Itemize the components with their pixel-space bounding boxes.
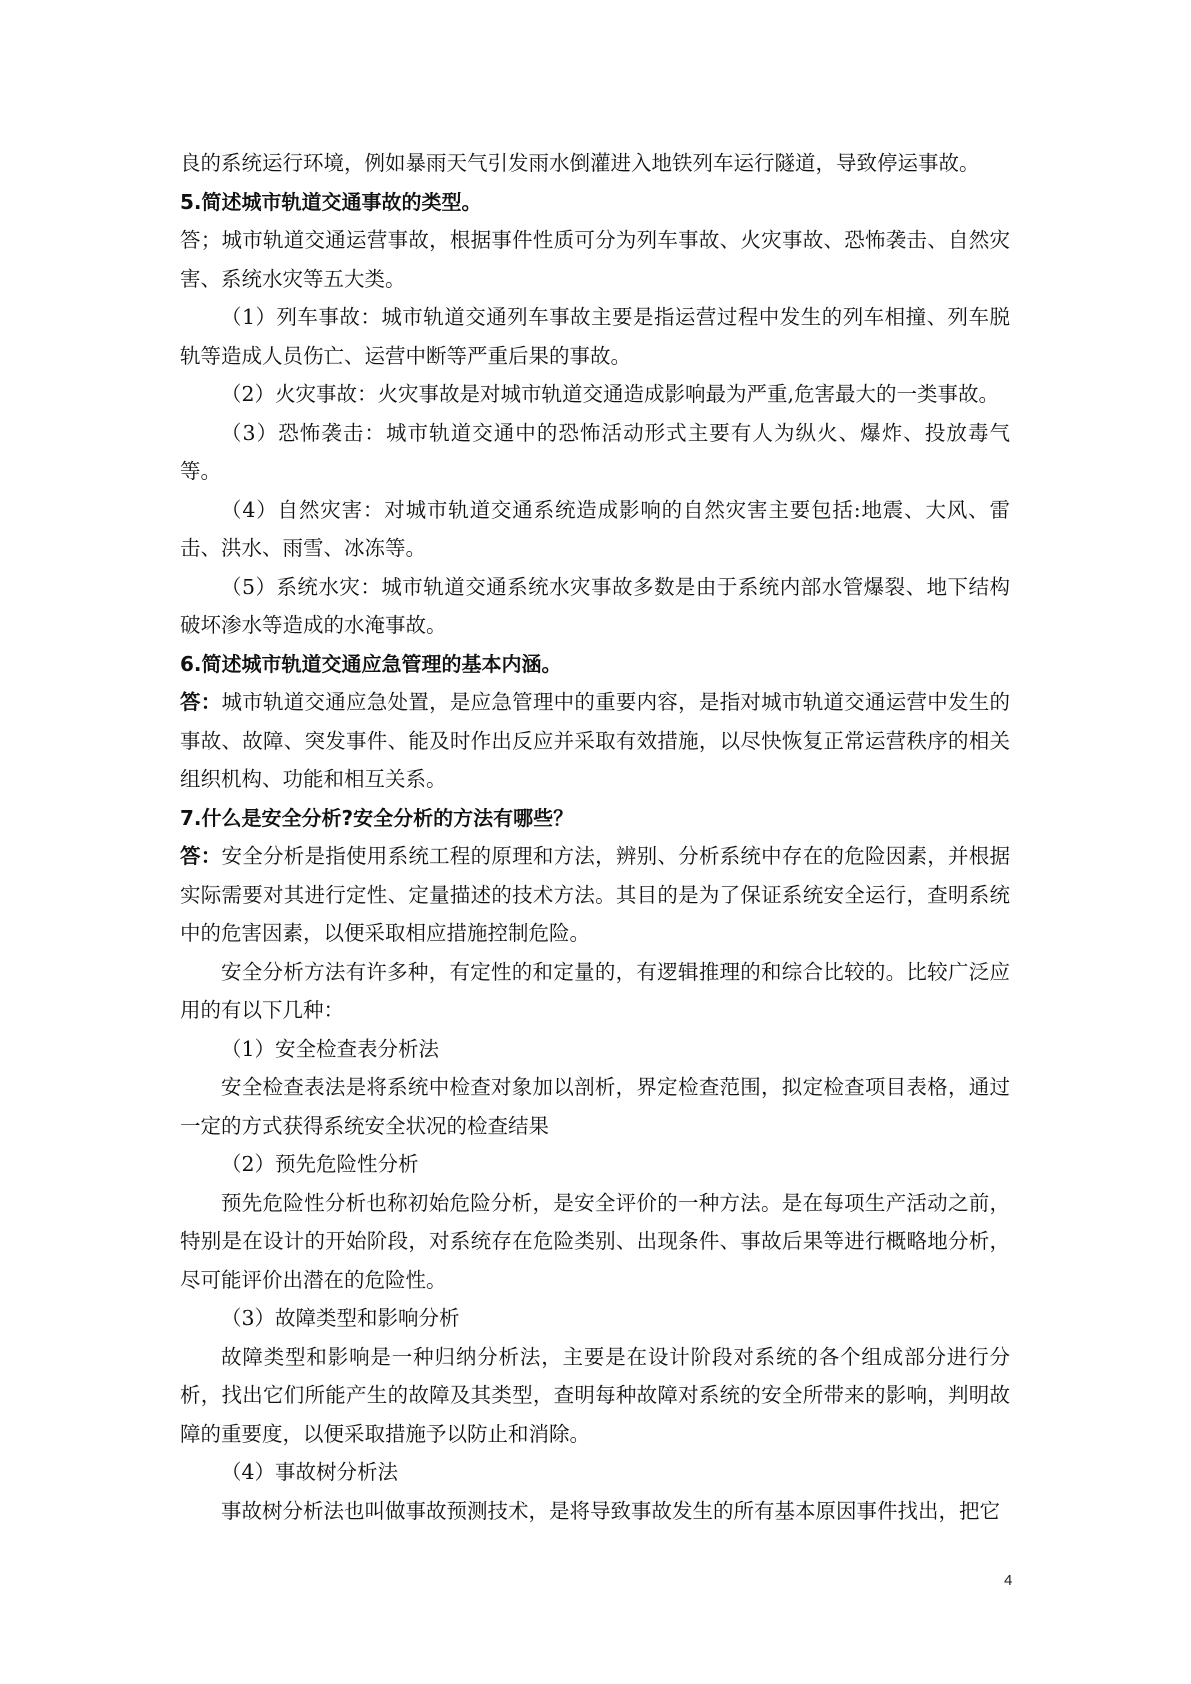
accident-type-fire: （2）火灾事故：火灾事故是对城市轨道交通造成影响最为严重,危害最大的一类事故。	[221, 382, 1000, 406]
accident-type-terror: （3）恐怖袭击：城市轨道交通中的恐怖活动形式主要有人为纵火、爆炸、投放毒气等。	[180, 420, 1010, 483]
page-number: 4	[1004, 1572, 1013, 1589]
answer-text: 城市轨道交通运营事故，根据事件性质可分为列车事故、火灾事故、恐怖袭击、自然灾害、系统水灾等五大类。	[180, 228, 1011, 291]
answer-text: 城市轨道交通应急处置，是应急管理中的重要内容，是指对城市轨道交通运营中发生的事故、故障、突发事件、能及时作出反应并采取有效措施，以尽快恢复正常运营秩序的相关组织机构、功能和相互关系。	[180, 690, 1011, 791]
answer-label: 答：	[180, 844, 222, 868]
method-1-body: 安全检查表法是将系统中检查对象加以剖析，界定检查范围，拟定检查项目表格，通过一定的方式获得系统安全状况的检查结果	[180, 1075, 1010, 1138]
page-body	[180, 144, 1010, 1530]
method-3-title: （3）故障类型和影响分析	[221, 1306, 460, 1330]
question-7-heading: 7.什么是安全分析?安全分析的方法有哪些？	[180, 805, 574, 830]
accident-type-flood: （5）系统水灾：城市轨道交通系统水灾事故多数是由于系统内部水管爆裂、地下结构破坏渗水等造成的水淹事故。	[180, 574, 1010, 637]
method-2-title: （2）预先危险性分析	[221, 1152, 419, 1176]
question-7-answer	[180, 837, 1010, 953]
method-4-title: （4）事故树分析法	[221, 1460, 399, 1484]
method-1-title: （1）安全检查表分析法	[221, 1036, 440, 1061]
method-3-body: 故障类型和影响是一种归纳分析法，主要是在设计阶段对系统的各个组成部分进行分析，找出它们所能产生的故障及其类型，查明每种故障对系统的安全所带来的影响，判明故障的重要度，以便采取措施予以防止和消除。	[180, 1344, 1010, 1446]
method-2-body: 预先危险性分析也称初始危险分析，是安全评价的一种方法。是在每项生产活动之前，特别是在设计的开始阶段，对系统存在危险类别、出现条件、事故后果等进行概略地分析，尽可能评价出潜在的危险性。	[180, 1190, 1010, 1292]
methods-intro: 安全分析方法有许多种，有定性的和定量的，有逻辑推理的和综合比较的。比较广泛应用的有以下几种：	[180, 959, 1010, 1022]
method-4-body: 事故树分析法也叫做事故预测技术，是将导致事故发生的所有基本原因事件找出，把它	[221, 1498, 1000, 1523]
accident-type-train: （1）列车事故：城市轨道交通列车事故主要是指运营过程中发生的列车相撞、列车脱轨等造成人员伤亡、运营中断等严重后果的事故。	[180, 305, 1010, 368]
question-6-heading: 6.简述城市轨道交通应急管理的基本内涵。	[180, 651, 562, 676]
accident-type-natural: （4）自然灾害：对城市轨道交通系统造成影响的自然灾害主要包括:地震、大风、雷击、洪水、雨雪、冰冻等。	[180, 497, 1010, 560]
answer-label: 答：	[180, 690, 222, 714]
answer-text: 安全分析是指使用系统工程的原理和方法，辨别、分析系统中存在的危险因素，并根据实际需要对其进行定性、定量描述的技术方法。其目的是为了保证系统安全运行，查明系统中的危害因素，以便采取相应措施控制危险。	[180, 844, 1011, 945]
question-5-heading: 5.简述城市轨道交通事故的类型。	[180, 189, 482, 214]
question-6-answer	[180, 683, 1010, 799]
continued-paragraph: 良的系统运行环境，例如暴雨天气引发雨水倒灌进入地铁列车运行隧道，导致停运事故。	[180, 151, 980, 175]
question-5-answer	[180, 221, 1010, 298]
answer-label: 答；	[180, 228, 222, 252]
